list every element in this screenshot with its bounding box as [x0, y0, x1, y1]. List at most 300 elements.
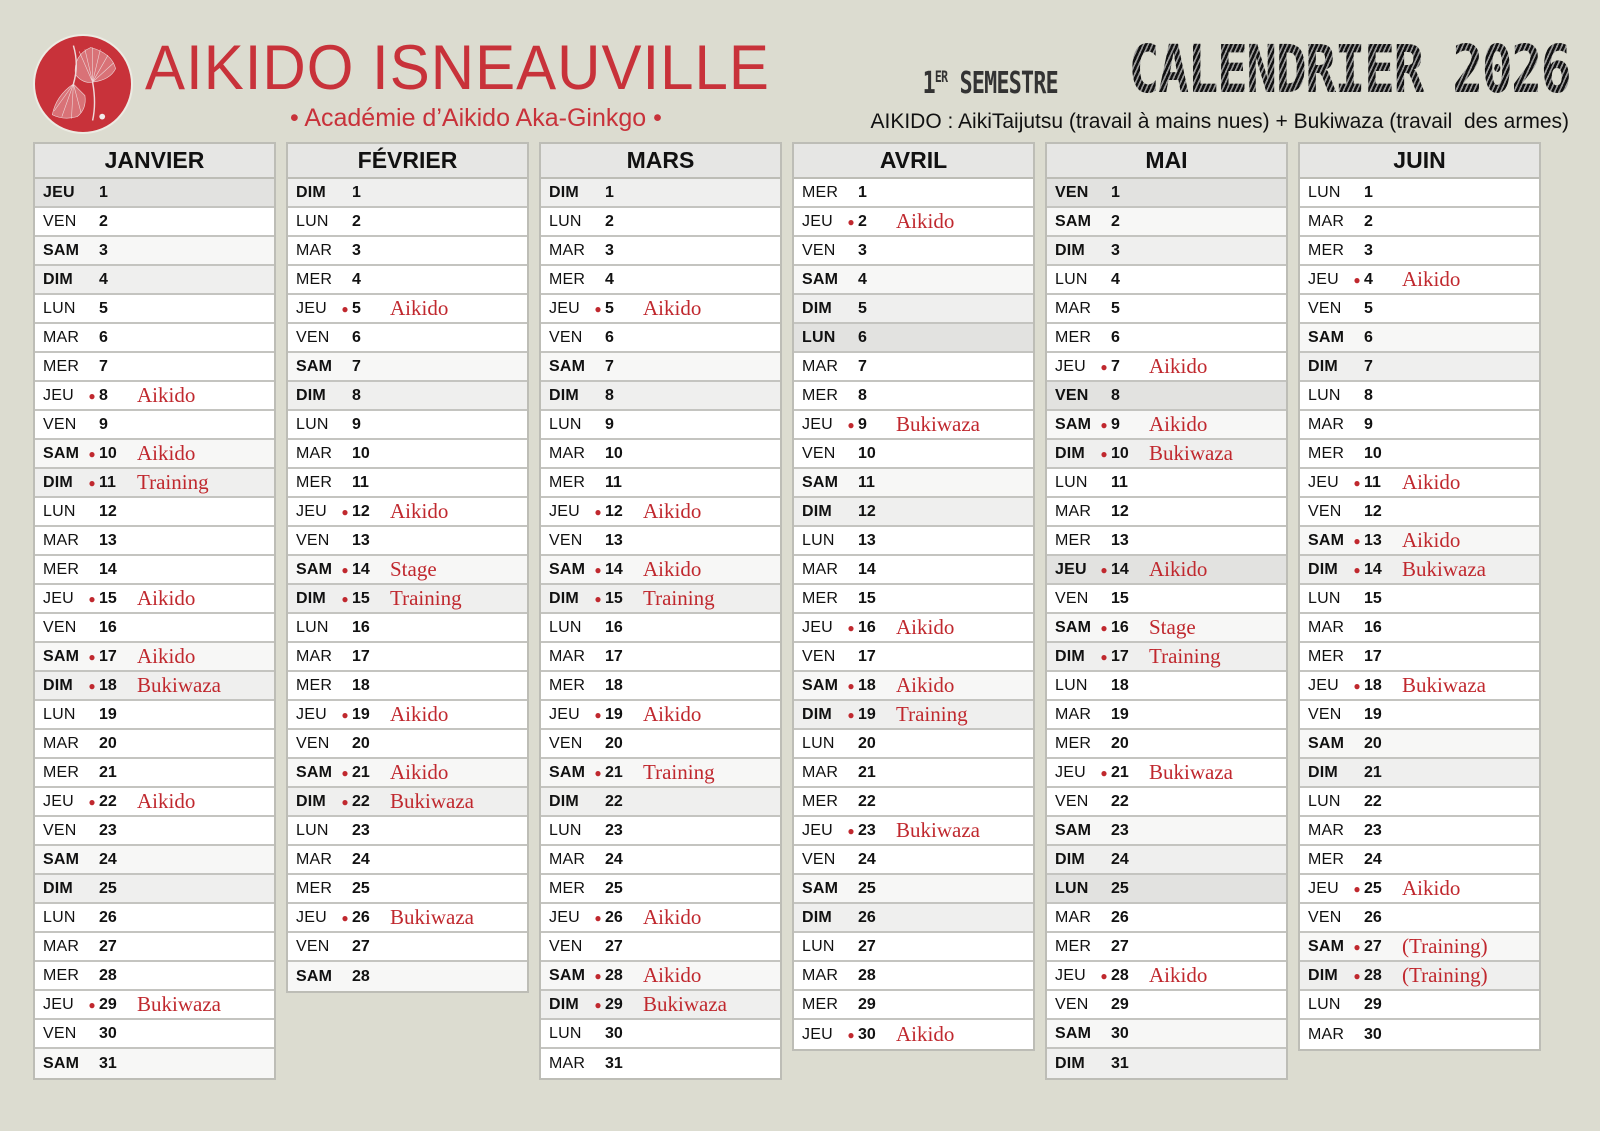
day-number: 9 — [858, 415, 867, 433]
day-row — [35, 527, 274, 556]
day-number: 7 — [352, 357, 361, 375]
day-row — [35, 817, 274, 846]
day-number: 28 — [605, 966, 623, 984]
day-of-week: LUN — [1308, 386, 1341, 404]
day-of-week: MER — [802, 386, 839, 404]
day-row — [1047, 875, 1286, 904]
day-of-week: SAM — [43, 241, 80, 259]
day-number: 27 — [99, 937, 117, 955]
day-of-week: DIM — [1055, 241, 1085, 259]
day-of-week: MER — [1055, 734, 1092, 752]
day-number: 24 — [99, 850, 117, 868]
day-number: 8 — [99, 386, 108, 404]
day-row — [541, 179, 780, 208]
day-of-week: VEN — [296, 734, 330, 752]
day-of-week: LUN — [296, 415, 329, 433]
day-of-week: SAM — [1055, 821, 1092, 839]
day-number: 30 — [99, 1024, 117, 1042]
day-number: 25 — [1111, 879, 1129, 897]
event-label: Bukiwaza — [1402, 673, 1486, 697]
event-bullet-icon: ● — [341, 562, 349, 577]
day-row — [541, 527, 780, 556]
event-label: Aikido — [390, 702, 449, 726]
event-bullet-icon: ● — [594, 765, 602, 780]
day-row — [288, 585, 527, 614]
semester-number: 1 — [922, 66, 935, 102]
day-row — [1047, 846, 1286, 875]
day-of-week: JEU — [1055, 560, 1087, 578]
day-of-week: VEN — [296, 937, 330, 955]
event-bullet-icon: ● — [594, 591, 602, 606]
day-of-week: VEN — [1308, 908, 1342, 926]
day-of-week: SAM — [802, 676, 839, 694]
day-row — [794, 208, 1033, 237]
day-row — [794, 701, 1033, 730]
day-of-week: MER — [1308, 444, 1345, 462]
day-number: 19 — [99, 705, 117, 723]
day-number: 15 — [1364, 589, 1382, 607]
day-row — [541, 846, 780, 875]
day-number: 5 — [858, 299, 867, 317]
day-number: 12 — [99, 502, 117, 520]
day-row — [794, 962, 1033, 991]
day-of-week: SAM — [43, 1054, 80, 1072]
day-row — [35, 179, 274, 208]
event-bullet-icon: ● — [1100, 359, 1108, 374]
day-number: 1 — [1111, 183, 1120, 201]
day-row — [35, 556, 274, 585]
day-of-week: SAM — [549, 763, 586, 781]
day-number: 26 — [352, 908, 370, 926]
day-of-week: DIM — [549, 386, 579, 404]
day-row — [1047, 498, 1286, 527]
day-of-week: MER — [1055, 531, 1092, 549]
day-number: 4 — [99, 270, 108, 288]
day-of-week: JEU — [1308, 676, 1339, 694]
event-bullet-icon: ● — [847, 1027, 855, 1042]
event-bullet-icon: ● — [341, 765, 349, 780]
day-number: 12 — [352, 502, 370, 520]
day-number: 21 — [1364, 763, 1382, 781]
event-label: Aikido — [896, 1022, 955, 1046]
event-label: Bukiwaza — [896, 818, 980, 842]
day-row — [794, 991, 1033, 1020]
event-bullet-icon: ● — [1100, 968, 1108, 983]
day-of-week: MAR — [296, 850, 333, 868]
event-bullet-icon: ● — [88, 649, 96, 664]
day-of-week: VEN — [43, 212, 77, 230]
day-of-week: LUN — [1308, 792, 1341, 810]
event-bullet-icon: ● — [1353, 562, 1361, 577]
event-bullet-icon: ● — [1100, 649, 1108, 664]
day-row — [35, 411, 274, 440]
day-row — [1300, 962, 1539, 991]
day-row — [794, 875, 1033, 904]
day-of-week: LUN — [1308, 995, 1341, 1013]
day-number: 4 — [1111, 270, 1120, 288]
day-number: 20 — [352, 734, 370, 752]
day-row — [35, 991, 274, 1020]
day-row — [794, 179, 1033, 208]
day-row — [1300, 440, 1539, 469]
day-row — [794, 817, 1033, 846]
day-row — [1047, 411, 1286, 440]
day-of-week: VEN — [43, 415, 77, 433]
day-of-week: LUN — [1308, 183, 1341, 201]
day-of-week: MAR — [1308, 415, 1345, 433]
day-of-week: SAM — [1055, 618, 1092, 636]
day-number: 14 — [858, 560, 876, 578]
day-row — [794, 556, 1033, 585]
event-label: Bukiwaza — [1402, 557, 1486, 581]
event-label: Bukiwaza — [390, 905, 474, 929]
day-of-week: DIM — [549, 589, 579, 607]
day-row — [1300, 759, 1539, 788]
day-number: 22 — [352, 792, 370, 810]
day-number: 2 — [605, 212, 614, 230]
day-number: 15 — [605, 589, 623, 607]
day-number: 13 — [1364, 531, 1382, 549]
day-of-week: LUN — [296, 212, 329, 230]
day-of-week: VEN — [802, 241, 836, 259]
day-of-week: LUN — [549, 618, 582, 636]
day-number: 18 — [605, 676, 623, 694]
day-number: 8 — [858, 386, 867, 404]
day-row — [35, 701, 274, 730]
day-number: 5 — [1111, 299, 1120, 317]
event-bullet-icon: ● — [88, 591, 96, 606]
day-row — [541, 672, 780, 701]
day-number: 17 — [1111, 647, 1129, 665]
day-number: 7 — [99, 357, 108, 375]
month-header: AVRIL — [794, 144, 1033, 179]
day-number: 6 — [1364, 328, 1373, 346]
event-label: Aikido — [1402, 470, 1461, 494]
day-row — [1047, 643, 1286, 672]
day-of-week: LUN — [1055, 879, 1089, 897]
event-bullet-icon: ● — [847, 823, 855, 838]
event-label: Aikido — [390, 296, 449, 320]
day-number: 9 — [99, 415, 108, 433]
day-number: 9 — [1364, 415, 1373, 433]
day-of-week: MAR — [1055, 502, 1092, 520]
day-number: 29 — [1111, 995, 1129, 1013]
day-of-week: VEN — [43, 821, 77, 839]
day-of-week: VEN — [296, 328, 330, 346]
day-of-week: VEN — [1308, 705, 1342, 723]
day-row — [794, 237, 1033, 266]
day-row — [1300, 237, 1539, 266]
day-of-week: MER — [1308, 241, 1345, 259]
day-row — [1300, 672, 1539, 701]
event-bullet-icon: ● — [341, 707, 349, 722]
day-of-week: MER — [1055, 328, 1092, 346]
day-number: 25 — [99, 879, 117, 897]
day-row — [35, 237, 274, 266]
day-number: 7 — [605, 357, 614, 375]
day-of-week: SAM — [1308, 531, 1345, 549]
day-row — [35, 382, 274, 411]
logo — [33, 34, 133, 134]
day-number: 21 — [1111, 763, 1129, 781]
day-number: 3 — [1111, 241, 1120, 259]
day-of-week: DIM — [43, 879, 73, 897]
day-of-week: MER — [296, 270, 333, 288]
event-label: Aikido — [137, 441, 196, 465]
day-of-week: DIM — [1055, 444, 1085, 462]
day-row — [35, 875, 274, 904]
day-row — [288, 208, 527, 237]
day-of-week: JEU — [1055, 763, 1086, 781]
day-number: 10 — [605, 444, 623, 462]
day-number: 14 — [1364, 560, 1382, 578]
day-row — [1300, 208, 1539, 237]
day-row — [541, 237, 780, 266]
event-label: Aikido — [643, 557, 702, 581]
day-number: 21 — [858, 763, 876, 781]
event-bullet-icon: ● — [1100, 417, 1108, 432]
day-of-week: MAR — [549, 850, 586, 868]
day-number: 29 — [858, 995, 876, 1013]
day-number: 7 — [858, 357, 867, 375]
month-header: MAI — [1047, 144, 1286, 179]
event-label: Bukiwaza — [1149, 760, 1233, 784]
day-row — [794, 382, 1033, 411]
day-row — [794, 846, 1033, 875]
event-bullet-icon: ● — [1353, 678, 1361, 693]
event-label: Aikido — [643, 296, 702, 320]
day-of-week: MAR — [549, 647, 586, 665]
event-bullet-icon: ● — [341, 504, 349, 519]
day-number: 17 — [352, 647, 370, 665]
day-number: 27 — [1364, 937, 1382, 955]
day-number: 21 — [99, 763, 117, 781]
day-number: 2 — [1364, 212, 1373, 230]
day-row — [288, 614, 527, 643]
day-row — [288, 701, 527, 730]
day-of-week: MER — [802, 589, 839, 607]
day-row — [1300, 1020, 1539, 1049]
day-number: 24 — [352, 850, 370, 868]
day-of-week: MER — [1308, 647, 1345, 665]
day-number: 2 — [352, 212, 361, 230]
day-of-week: MAR — [296, 241, 333, 259]
day-of-week: JEU — [296, 502, 327, 520]
day-row — [1300, 730, 1539, 759]
day-row — [288, 730, 527, 759]
day-row — [1300, 614, 1539, 643]
day-row — [541, 1020, 780, 1049]
day-number: 13 — [1111, 531, 1129, 549]
day-number: 31 — [605, 1054, 623, 1072]
event-label: Training — [643, 760, 715, 784]
event-label: Aikido — [1402, 528, 1461, 552]
day-of-week: LUN — [549, 212, 582, 230]
event-bullet-icon: ● — [847, 678, 855, 693]
event-bullet-icon: ● — [1100, 620, 1108, 635]
month-header: FÉVRIER — [288, 144, 527, 179]
day-of-week: MAR — [43, 328, 80, 346]
event-bullet-icon: ● — [847, 417, 855, 432]
day-number: 22 — [1364, 792, 1382, 810]
day-number: 18 — [352, 676, 370, 694]
day-of-week: VEN — [802, 444, 836, 462]
event-bullet-icon: ● — [88, 475, 96, 490]
event-label: Bukiwaza — [643, 992, 727, 1016]
event-label: Aikido — [643, 499, 702, 523]
day-row — [1047, 672, 1286, 701]
day-of-week: VEN — [802, 850, 836, 868]
day-row — [541, 730, 780, 759]
day-of-week: VEN — [1308, 299, 1342, 317]
day-row — [1047, 1020, 1286, 1049]
day-of-week: JEU — [1308, 879, 1339, 897]
day-number: 7 — [1111, 357, 1120, 375]
day-number: 11 — [1111, 473, 1128, 491]
day-of-week: JEU — [43, 589, 74, 607]
day-of-week: VEN — [549, 328, 583, 346]
day-number: 4 — [1364, 270, 1373, 288]
day-of-week: LUN — [296, 618, 329, 636]
day-number: 17 — [1364, 647, 1382, 665]
day-row — [35, 295, 274, 324]
event-bullet-icon: ● — [1353, 533, 1361, 548]
day-number: 8 — [1111, 386, 1120, 404]
day-row — [35, 469, 274, 498]
day-row — [1300, 556, 1539, 585]
day-of-week: LUN — [549, 821, 582, 839]
day-of-week: DIM — [296, 792, 326, 810]
day-of-week: VEN — [1055, 386, 1089, 404]
day-row — [35, 1020, 274, 1049]
day-row — [1300, 295, 1539, 324]
day-row — [1047, 904, 1286, 933]
day-number: 3 — [605, 241, 614, 259]
day-number: 12 — [858, 502, 876, 520]
day-row — [288, 295, 527, 324]
day-row — [1047, 382, 1286, 411]
day-number: 19 — [605, 705, 623, 723]
day-number: 21 — [352, 763, 370, 781]
day-row — [288, 643, 527, 672]
day-row — [1300, 846, 1539, 875]
day-of-week: JEU — [296, 299, 327, 317]
day-of-week: MAR — [802, 357, 839, 375]
day-row — [541, 788, 780, 817]
event-bullet-icon: ● — [1353, 968, 1361, 983]
event-bullet-icon: ● — [847, 214, 855, 229]
day-of-week: VEN — [43, 618, 77, 636]
day-number: 13 — [352, 531, 370, 549]
day-of-week: SAM — [1055, 1024, 1092, 1042]
day-row — [288, 875, 527, 904]
day-row — [794, 788, 1033, 817]
day-number: 14 — [605, 560, 623, 578]
day-row — [1047, 353, 1286, 382]
day-number: 8 — [352, 386, 361, 404]
day-row — [1047, 962, 1286, 991]
day-row — [288, 527, 527, 556]
day-of-week: DIM — [1055, 1054, 1085, 1072]
day-of-week: DIM — [1308, 966, 1338, 984]
day-row — [794, 904, 1033, 933]
day-number: 24 — [605, 850, 623, 868]
event-bullet-icon: ● — [594, 910, 602, 925]
day-of-week: SAM — [802, 473, 839, 491]
day-number: 6 — [352, 328, 361, 346]
day-row — [288, 904, 527, 933]
day-number: 23 — [858, 821, 876, 839]
day-row — [1047, 933, 1286, 962]
day-row — [1300, 469, 1539, 498]
day-of-week: DIM — [802, 705, 832, 723]
day-row — [541, 353, 780, 382]
day-number: 16 — [352, 618, 370, 636]
day-of-week: DIM — [296, 386, 326, 404]
event-bullet-icon: ● — [1353, 475, 1361, 490]
semester-label — [922, 66, 1058, 102]
event-bullet-icon: ● — [847, 620, 855, 635]
day-row — [35, 585, 274, 614]
event-label: Aikido — [137, 586, 196, 610]
day-of-week: VEN — [43, 1024, 77, 1042]
event-label: Aikido — [1149, 412, 1208, 436]
event-bullet-icon: ● — [1353, 939, 1361, 954]
day-row — [794, 266, 1033, 295]
day-of-week: DIM — [43, 676, 73, 694]
day-row — [288, 266, 527, 295]
day-row — [1300, 585, 1539, 614]
day-row — [794, 643, 1033, 672]
event-bullet-icon: ● — [341, 591, 349, 606]
day-of-week: JEU — [296, 705, 327, 723]
day-number: 5 — [352, 299, 361, 317]
day-of-week: LUN — [549, 1024, 582, 1042]
day-number: 4 — [858, 270, 867, 288]
day-row — [1047, 179, 1286, 208]
day-row — [794, 730, 1033, 759]
event-label: Aikido — [1149, 354, 1208, 378]
day-of-week: JEU — [43, 995, 74, 1013]
day-row — [1300, 701, 1539, 730]
month-column-avril — [792, 142, 1035, 1051]
day-row — [1047, 788, 1286, 817]
day-of-week: MER — [549, 473, 586, 491]
brand-title: AIKIDO ISNEAUVILLE — [145, 32, 770, 103]
day-row — [794, 672, 1033, 701]
day-of-week: DIM — [296, 183, 326, 201]
day-number: 25 — [605, 879, 623, 897]
day-of-week: JEU — [549, 502, 580, 520]
day-row — [1300, 991, 1539, 1020]
day-number: 19 — [1364, 705, 1382, 723]
day-row — [288, 469, 527, 498]
day-row — [541, 295, 780, 324]
day-of-week: DIM — [549, 995, 579, 1013]
day-row — [288, 788, 527, 817]
day-number: 22 — [605, 792, 623, 810]
day-of-week: DIM — [802, 908, 832, 926]
day-row — [541, 324, 780, 353]
day-of-week: MER — [296, 676, 333, 694]
day-of-week: MAR — [1308, 821, 1345, 839]
event-label: Aikido — [137, 383, 196, 407]
day-of-week: LUN — [43, 705, 76, 723]
day-row — [1047, 991, 1286, 1020]
day-row — [541, 933, 780, 962]
day-row — [1047, 585, 1286, 614]
day-number: 9 — [1111, 415, 1120, 433]
